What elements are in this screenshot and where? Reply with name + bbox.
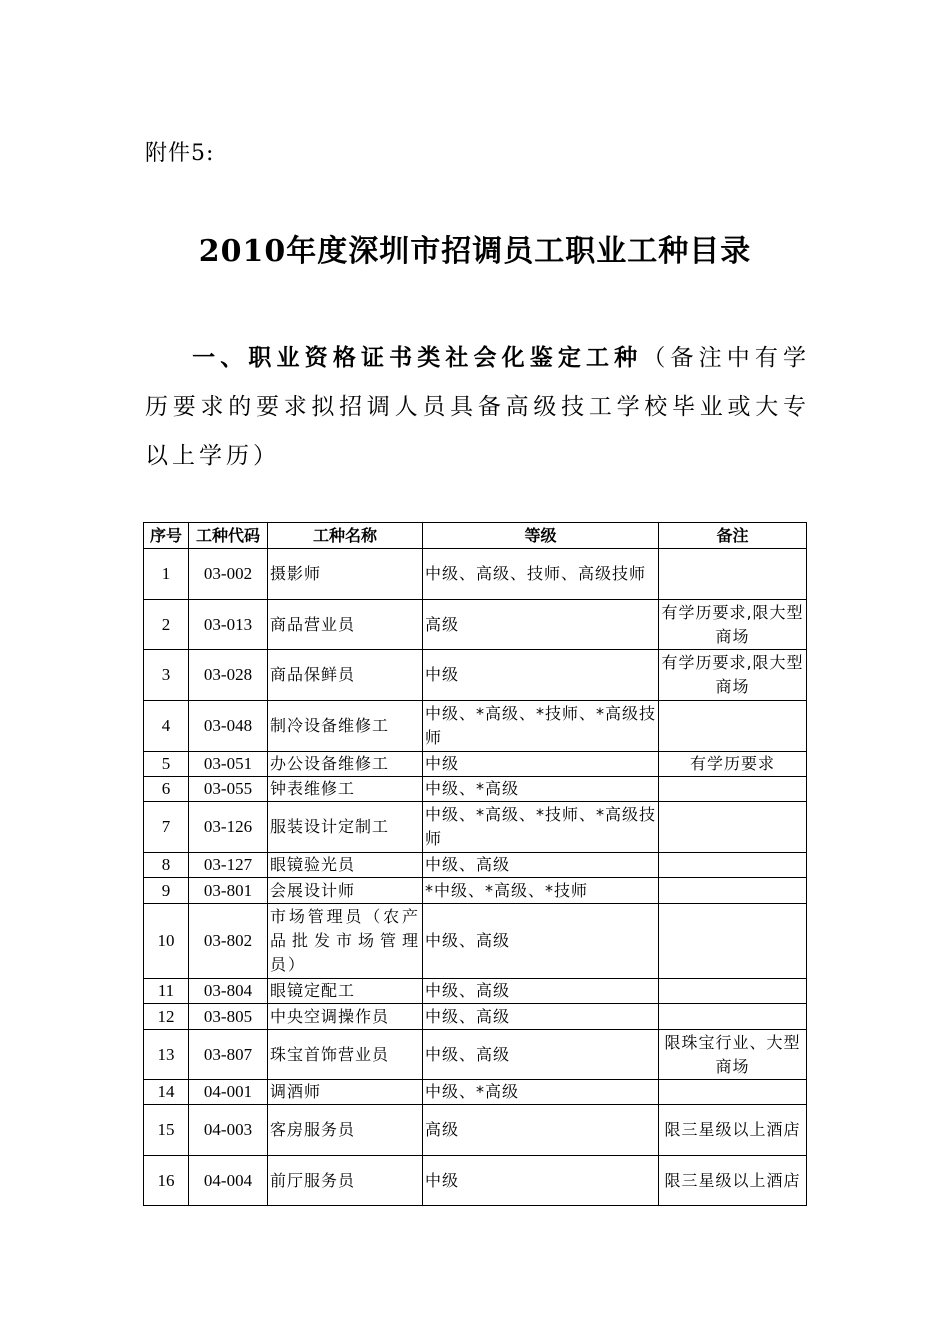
row-note xyxy=(659,979,807,1004)
row-code: 04-003 xyxy=(189,1105,268,1156)
row-level: 中级、高级 xyxy=(423,904,659,979)
table-header-row xyxy=(144,523,807,549)
row-level: 中级 xyxy=(423,650,659,701)
row-level: 中级、*高级 xyxy=(423,777,659,802)
row-note: 限珠宝行业、大型商场 xyxy=(659,1030,807,1080)
header-name: 工种名称 xyxy=(268,523,423,549)
table-row xyxy=(144,878,807,904)
row-number: 14 xyxy=(144,1080,189,1105)
table-row xyxy=(144,1004,807,1030)
row-number: 2 xyxy=(144,600,189,650)
table-row xyxy=(144,853,807,878)
row-level: 中级、*高级 xyxy=(423,1080,659,1105)
row-note: 限三星级以上酒店 xyxy=(659,1156,807,1206)
row-note: 有学历要求,限大型商场 xyxy=(659,600,807,650)
header-note: 备注 xyxy=(659,523,807,549)
row-code: 03-805 xyxy=(189,1004,268,1030)
row-code: 03-126 xyxy=(189,802,268,853)
row-level: 高级 xyxy=(423,1105,659,1156)
row-level: 中级、高级 xyxy=(423,853,659,878)
row-level: 中级、高级 xyxy=(423,1030,659,1080)
row-level: 中级 xyxy=(423,752,659,777)
row-name: 钟表维修工 xyxy=(268,777,423,802)
table-row xyxy=(144,802,807,853)
table-row xyxy=(144,752,807,777)
row-level: 中级、*高级、*技师、*高级技师 xyxy=(423,802,659,853)
table-row xyxy=(144,1080,807,1105)
row-number: 8 xyxy=(144,853,189,878)
row-number: 4 xyxy=(144,701,189,752)
table-row xyxy=(144,1156,807,1206)
row-number: 12 xyxy=(144,1004,189,1030)
row-note xyxy=(659,904,807,979)
table-row xyxy=(144,1105,807,1156)
row-level: 高级 xyxy=(423,600,659,650)
row-number: 9 xyxy=(144,878,189,904)
header-no: 序号 xyxy=(144,523,189,549)
row-code: 03-801 xyxy=(189,878,268,904)
row-code: 03-804 xyxy=(189,979,268,1004)
row-note: 有学历要求 xyxy=(659,752,807,777)
row-name: 中央空调操作员 xyxy=(268,1004,423,1030)
row-name: 办公设备维修工 xyxy=(268,752,423,777)
table-row xyxy=(144,650,807,701)
row-level: 中级 xyxy=(423,1156,659,1206)
row-name: 调酒师 xyxy=(268,1080,423,1105)
row-name: 前厅服务员 xyxy=(268,1156,423,1206)
row-level: 中级、高级 xyxy=(423,979,659,1004)
row-code: 03-013 xyxy=(189,600,268,650)
row-code: 03-802 xyxy=(189,904,268,979)
row-name: 商品营业员 xyxy=(268,600,423,650)
row-name: 会展设计师 xyxy=(268,878,423,904)
row-number: 13 xyxy=(144,1030,189,1080)
row-code: 03-127 xyxy=(189,853,268,878)
row-note xyxy=(659,802,807,853)
row-code: 04-004 xyxy=(189,1156,268,1206)
table-row xyxy=(144,701,807,752)
row-level: 中级、高级、技师、高级技师 xyxy=(423,549,659,600)
section-heading: 一、职业资格证书类社会化鉴定工种 xyxy=(191,345,643,371)
row-number: 1 xyxy=(144,549,189,600)
row-name: 客房服务员 xyxy=(268,1105,423,1156)
row-name: 珠宝首饰营业员 xyxy=(268,1030,423,1080)
row-code: 03-028 xyxy=(189,650,268,701)
row-number: 6 xyxy=(144,777,189,802)
row-note xyxy=(659,549,807,600)
row-code: 03-002 xyxy=(189,549,268,600)
row-note xyxy=(659,777,807,802)
row-code: 03-807 xyxy=(189,1030,268,1080)
row-code: 03-048 xyxy=(189,701,268,752)
row-name: 服装设计定制工 xyxy=(268,802,423,853)
row-number: 3 xyxy=(144,650,189,701)
row-name: 商品保鲜员 xyxy=(268,650,423,701)
section-note: （备注中有学历要求的要求拟招调人员具备高级技工学校毕业或大专以上学历） xyxy=(145,345,811,469)
row-level: 中级、高级 xyxy=(423,1004,659,1030)
row-code: 03-055 xyxy=(189,777,268,802)
occupation-table xyxy=(143,522,807,1206)
row-name: 眼镜验光员 xyxy=(268,853,423,878)
table-row xyxy=(144,904,807,979)
row-code: 04-001 xyxy=(189,1080,268,1105)
table-row xyxy=(144,777,807,802)
row-number: 11 xyxy=(144,979,189,1004)
row-name: 眼镜定配工 xyxy=(268,979,423,1004)
header-level: 等级 xyxy=(423,523,659,549)
row-code: 03-051 xyxy=(189,752,268,777)
document-title: 2010年度深圳市招调员工职业工种目录 xyxy=(198,234,752,269)
table-row xyxy=(144,549,807,600)
row-number: 5 xyxy=(144,752,189,777)
row-name: 市场管理员（农产品批发市场管理员） xyxy=(268,904,423,979)
row-number: 16 xyxy=(144,1156,189,1206)
attachment-label: 附件5: xyxy=(145,141,215,166)
header-code: 工种代码 xyxy=(189,523,268,549)
table-row xyxy=(144,1030,807,1080)
table-row xyxy=(144,979,807,1004)
row-number: 10 xyxy=(144,904,189,979)
row-level: 中级、*高级、*技师、*高级技师 xyxy=(423,701,659,752)
row-level: *中级、*高级、*技师 xyxy=(423,878,659,904)
table-row xyxy=(144,600,807,650)
row-note xyxy=(659,1004,807,1030)
row-note xyxy=(659,701,807,752)
row-number: 7 xyxy=(144,802,189,853)
row-note xyxy=(659,853,807,878)
row-number: 15 xyxy=(144,1105,189,1156)
row-note: 有学历要求,限大型商场 xyxy=(659,650,807,701)
row-note: 限三星级以上酒店 xyxy=(659,1105,807,1156)
row-note xyxy=(659,878,807,904)
row-note xyxy=(659,1080,807,1105)
row-name: 摄影师 xyxy=(268,549,423,600)
row-name: 制冷设备维修工 xyxy=(268,701,423,752)
section-heading-paragraph xyxy=(145,334,810,481)
